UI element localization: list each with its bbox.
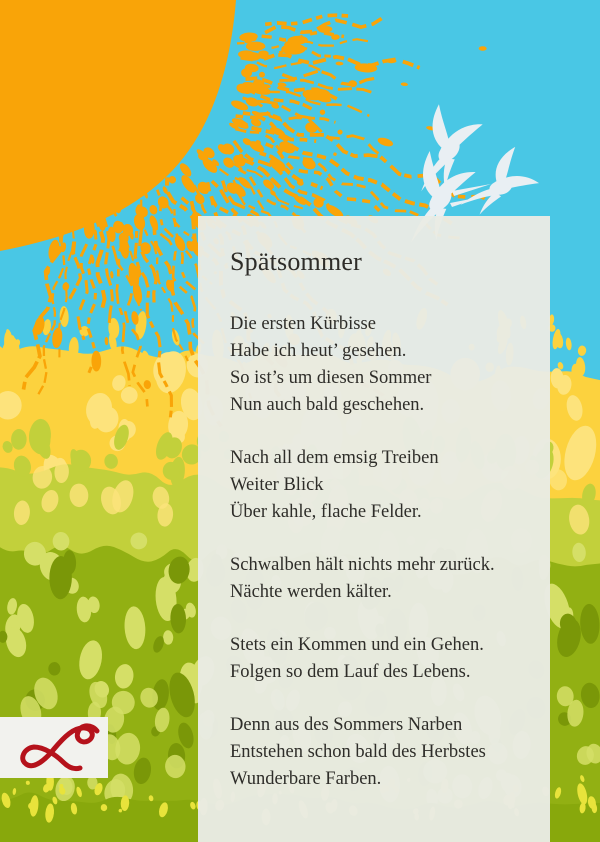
poem-stanza bbox=[230, 552, 532, 606]
poem-line: Nun auch bald geschehen. bbox=[230, 395, 425, 416]
poem-line: Schwalben hält nichts mehr zurück. bbox=[230, 555, 495, 576]
poem-stanza bbox=[230, 311, 532, 419]
poem-line: Nach all dem emsig Treiben bbox=[230, 448, 439, 469]
poem-line: Die ersten Kürbisse bbox=[230, 314, 376, 335]
logo-box bbox=[0, 717, 108, 778]
poem-stanza bbox=[230, 712, 532, 793]
poem-line: Über kahle, flache Felder. bbox=[230, 502, 422, 523]
poem-line: Nächte werden kälter. bbox=[230, 582, 392, 603]
poem-stanza bbox=[230, 445, 532, 526]
poem-body bbox=[230, 311, 532, 793]
poem-line: Habe ich heut’ gesehen. bbox=[230, 341, 407, 362]
poem-stanza bbox=[230, 632, 532, 686]
signature-logo-icon bbox=[0, 717, 108, 778]
poem-line: Weiter Blick bbox=[230, 475, 324, 496]
poem-line: Wunderbare Farben. bbox=[230, 769, 382, 790]
poem-line: Denn aus des Sommers Narben bbox=[230, 715, 463, 736]
poem-panel bbox=[198, 216, 550, 842]
poem-line: Stets ein Kommen und ein Gehen. bbox=[230, 635, 484, 656]
poem-line: Folgen so dem Lauf des Lebens. bbox=[230, 662, 471, 683]
poem-title: Spätsommer bbox=[230, 247, 362, 276]
poem-line: So ist’s um diesen Sommer bbox=[230, 368, 432, 389]
poem-line: Entstehen schon bald des Herbstes bbox=[230, 742, 486, 763]
